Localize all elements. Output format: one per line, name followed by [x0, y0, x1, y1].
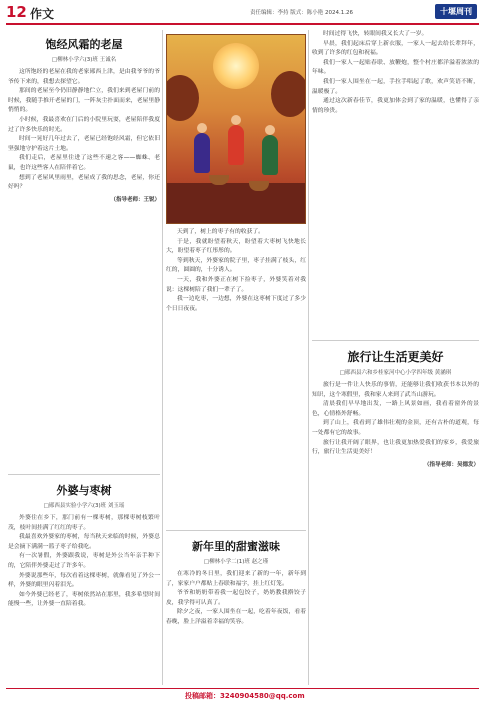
- paragraph: 外婆说那些年，每次看着这棵枣树，就像看见了外公一样，外婆的眼里闪着泪光。: [8, 572, 160, 589]
- figure-illustration: [228, 125, 244, 165]
- article-travel: [312, 344, 479, 684]
- sun-illustration: [213, 43, 259, 89]
- continuation-body: [166, 228, 306, 314]
- teacher-credit: （指导老师：王锐）: [110, 196, 160, 203]
- column-divider: [162, 30, 163, 685]
- figure-head: [231, 115, 241, 125]
- paragraph: 我一边吃枣，一边想，外婆在这枣树下度过了多少个日日夜夜。: [166, 296, 306, 312]
- tree-illustration: [166, 75, 199, 121]
- article-body: [8, 68, 160, 193]
- paragraph: 如今外婆已经老了，枣树依然站在那里，我多希望时间能慢一些，让外婆一直陪着我。: [8, 591, 160, 608]
- page-footer: [0, 688, 485, 703]
- paragraph: 在寒冷的冬日里，我们迎来了新的一年，新年到了，家家户户都贴上春联和福字，挂上红灯笼。: [166, 571, 306, 587]
- article-byline: □郧西县六和乡桂家河中心小学四年级 黄涵琪: [339, 370, 452, 376]
- paragraph: 小时候，我最喜欢在门后的小院里玩耍，老屋陪伴我度过了许多快乐的时光。: [8, 116, 160, 133]
- article-title: 新年里的甜蜜滋味: [192, 540, 280, 553]
- article-new-year: [166, 534, 306, 684]
- article-title: 外婆与枣树: [56, 484, 112, 497]
- paragraph: 我最喜欢外婆家的枣树，每当秋天来临的时候，外婆总是会摘下满满一篮子枣子给我吃。: [8, 534, 160, 550]
- footer-rule: [6, 688, 479, 689]
- harvest-painting: [166, 34, 306, 224]
- paragraph: 那间的老屋至今仍旧静静地伫立，我们来到老屋门前的时候，我随手推开老屋的门，一阵灰尘扑面而来，老屋里静悄悄的。: [8, 88, 160, 114]
- page-number: 12: [6, 3, 27, 21]
- paragraph: 有一次暑假，外婆跟我说，枣树是外公当年亲手种下的，它陪伴外婆走过了许多年。: [8, 553, 160, 569]
- paragraph: 爷爷和奶奶带着我一起包饺子，奶奶教我擀饺子皮，我学得可认真了。: [166, 590, 306, 606]
- article-divider: [8, 474, 160, 475]
- article-byline: □郧西县实验小学六(3)班 刘玉瑶: [43, 503, 125, 509]
- paragraph: 这所饱经的老屋在我的老家郧西上津，是由我爷爷的爷爷传下来的，我想去探望它。: [8, 69, 160, 85]
- editor-meta: 责任编辑：李持 版式：陈小艳 2024.1.26: [250, 10, 353, 16]
- article-new-year-continued: [312, 30, 479, 338]
- article-title: 饱经风霜的老屋: [45, 38, 123, 51]
- article-grandma-tree: [8, 478, 160, 683]
- continuation-body: [312, 30, 479, 116]
- page-header: [0, 0, 485, 24]
- article-body: [312, 381, 479, 458]
- submission-email: 投稿邮箱：3240904580@qq.com: [185, 692, 305, 700]
- paragraph: 我们一家人一起贴春联、放鞭炮，整个村庄都洋溢着浓浓的年味。: [312, 59, 479, 76]
- figure-head: [197, 123, 207, 133]
- article-continuation: [166, 228, 306, 528]
- paragraph: 于是，我就盼望着秋天，盼望着大枣树飞快地长大，盼望着枣子红彤彤的。: [166, 238, 306, 255]
- article-body: [8, 514, 160, 610]
- paragraph: 早晨，我们起床后穿上新衣服，一家人一起去给长辈拜年，收到了许多的红包和祝福。: [312, 40, 479, 57]
- newspaper-brand: 十堰周刊: [435, 4, 477, 19]
- paragraph: 一天，我和外婆正在树下捡枣子，外婆笑着对我说：这棵树陪了我们一辈子了。: [166, 276, 306, 293]
- paragraph: 旅行让我开阔了眼界，也让我更加热爱我们的家乡，我爱旅行，旅行让生活更美好！: [312, 439, 479, 456]
- paragraph: 我们一家人围坐在一起，手拉手唱起了歌，欢声笑语不断，温暖极了。: [312, 78, 479, 95]
- paragraph: 旅行是一件让人快乐的事情，还能够让我们收获书本以外的知识，这个寒假里，我和家人来到了武当山游玩。: [312, 382, 479, 398]
- teacher-credit: （指导老师：吴德发）: [423, 461, 479, 468]
- paragraph: 等到秋天，外婆家的院子里，枣子挂满了枝头，红红的，圆圆的，十分诱人。: [166, 257, 306, 274]
- paragraph: 时间过得飞快，转眼间我又长大了一岁。: [323, 31, 428, 37]
- article-divider: [166, 530, 306, 531]
- section-title: 作文: [30, 7, 55, 21]
- figure-illustration: [262, 135, 278, 175]
- article-byline: □柳林小学六(3)班 王诚名: [51, 57, 117, 63]
- tree-illustration: [271, 71, 306, 117]
- header-rule: [6, 23, 479, 25]
- article-title: 旅行让生活更美好: [347, 350, 444, 364]
- paragraph: 清晨我们早早地出发，一路上风景如画，我看着窗外的景色，心情格外舒畅。: [312, 401, 479, 417]
- paragraph: 除夕之夜，一家人围坐在一起，吃着年夜饭，看着春晚，脸上洋溢着幸福的笑容。: [166, 609, 306, 625]
- article-old-house: [8, 30, 160, 470]
- ground-illustration: [167, 183, 305, 223]
- figure-illustration: [194, 133, 210, 173]
- paragraph: 时间一晃好几年过去了，老屋已经饱经风霜，但它依旧坚强地守护着这片土地。: [8, 136, 160, 152]
- paragraph: 我们走后，老屋里住进了这些不速之客——蜘蛛、老鼠，也许这些客人在陪伴着它。: [8, 155, 160, 171]
- paragraph: 外婆住在乡下，那门前有一棵枣树，那棵枣树枝繁叶茂，枝叶间挂满了红红的枣子。: [8, 515, 160, 531]
- column-divider: [308, 30, 309, 685]
- paragraph: 通过这次新春佳节，我更加体会到了家的温暖，也懂得了亲情的珍贵。: [312, 98, 479, 114]
- paragraph: 到了山上，我看到了雄伟壮观的金顶，还有古朴的道观，每一处都有它的故事。: [312, 420, 479, 436]
- paragraph: 天到了，树上的枣子有的收获了。: [177, 229, 264, 235]
- article-byline: □柳林小学二(1)班 赵之瑾: [203, 559, 269, 565]
- article-divider: [312, 340, 479, 341]
- article-body: [166, 570, 306, 628]
- figure-head: [265, 125, 275, 135]
- paragraph: 想到了老屋风里雨里，老屋成了我的思念，老屋，你还好吗？: [8, 174, 160, 191]
